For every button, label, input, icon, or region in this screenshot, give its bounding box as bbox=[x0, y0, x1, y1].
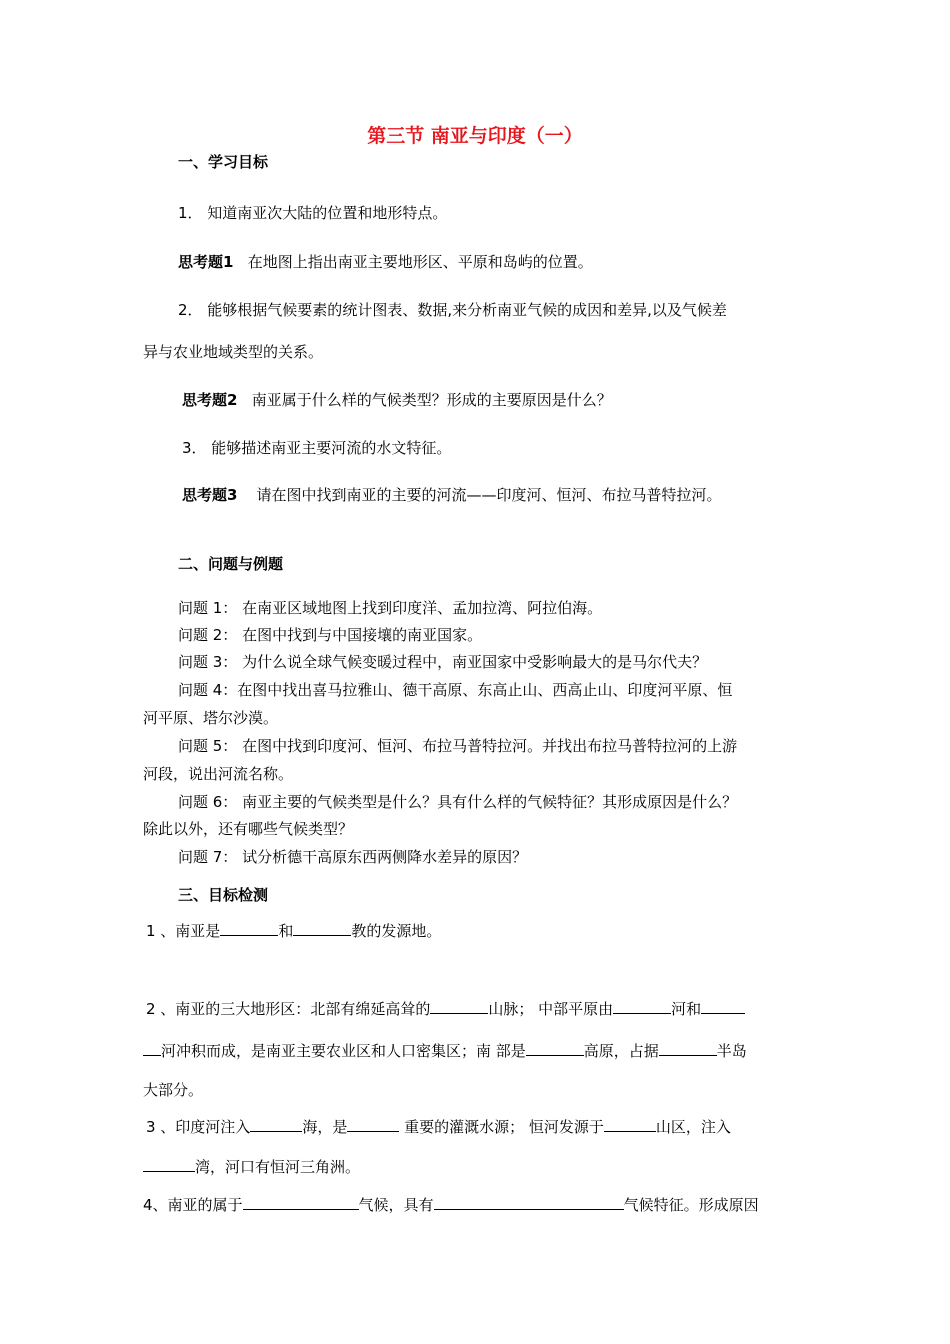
answer-blank[interactable] bbox=[659, 1041, 717, 1056]
question-4-line-2: 河平原、塔尔沙漠。 bbox=[143, 709, 279, 727]
check-item-2-line-1: 2 、南亚的三大地形区：北部有绵延高耸的 山脉； 中部平原由 河和 bbox=[146, 999, 745, 1019]
answer-blank[interactable] bbox=[143, 1041, 161, 1056]
answer-blank[interactable] bbox=[220, 921, 278, 936]
think-question-text: 在地图上指出南亚主要地形区、平原和岛屿的位置。 bbox=[247, 253, 593, 271]
question-5-line-1: 问题 5： 在图中找到印度河、恒河、布拉马普特拉河。并找出布拉马普特拉河的上游 bbox=[178, 737, 738, 755]
think-question-label: 思考题1 bbox=[178, 253, 234, 271]
question-6-line-2: 除此以外，还有哪些气候类型？ bbox=[143, 820, 354, 838]
question-6-line-1: 问题 6： 南亚主要的气候类型是什么？具有什么样的气候特征？其形成原因是什么？ bbox=[178, 793, 738, 811]
answer-blank[interactable] bbox=[604, 1117, 656, 1132]
check-item-1: 1 、南亚是 和 教的发源地。 bbox=[146, 922, 442, 940]
answer-blank[interactable] bbox=[243, 1195, 359, 1210]
think-question-label: 思考题3 bbox=[182, 486, 238, 504]
answer-blank[interactable] bbox=[143, 1157, 195, 1172]
think-question-3 bbox=[182, 485, 722, 505]
think-question-text: 南亚属于什么样的气候类型？形成的主要原因是什么？ bbox=[251, 391, 612, 409]
question-2: 问题 2： 在图中找到与中国接壤的南亚国家。 bbox=[178, 626, 483, 644]
think-question-text: 请在图中找到南亚的主要的河流——印度河、恒河、布拉马普特拉河。 bbox=[256, 486, 722, 504]
answer-blank[interactable] bbox=[250, 1117, 302, 1132]
check-item-3-line-1: 3 、印度河注入 海，是 重要的灌溉水源； 恒河发源于 山区，注入 bbox=[146, 1118, 731, 1136]
section-heading-check: 三、目标检测 bbox=[178, 886, 269, 904]
check-item-2-line-2: 河冲积而成，是南亚主要农业区和人口密集区；南 部是 高原，占据 半岛 bbox=[143, 1041, 747, 1061]
think-question-1 bbox=[178, 252, 593, 272]
goal-1: 1． 知道南亚次大陆的位置和地形特点。 bbox=[178, 204, 448, 222]
answer-blank[interactable] bbox=[701, 999, 745, 1014]
check-item-2-line-3: 大部分。 bbox=[143, 1081, 204, 1099]
answer-blank[interactable] bbox=[293, 921, 351, 936]
check-item-3-line-2: 湾，河口有恒河三角洲。 bbox=[143, 1157, 360, 1177]
question-5-line-2: 河段，说出河流名称。 bbox=[143, 765, 294, 783]
section-heading-goals: 一、学习目标 bbox=[178, 153, 269, 171]
question-4-line-1: 问题 4：在图中找出喜马拉雅山、德干高原、东高止山、西高止山、印度河平原、恒 bbox=[178, 681, 733, 699]
answer-blank[interactable] bbox=[430, 999, 488, 1014]
answer-blank[interactable] bbox=[613, 999, 671, 1014]
check-item-4: 4、南亚的属于 气候，具有 气候特征。形成原因 bbox=[143, 1196, 759, 1214]
answer-blank[interactable] bbox=[347, 1117, 399, 1132]
question-1: 问题 1： 在南亚区域地图上找到印度洋、孟加拉湾、阿拉伯海。 bbox=[178, 599, 603, 617]
section-heading-questions: 二、问题与例题 bbox=[178, 555, 284, 573]
page-title: 第三节 南亚与印度（一） bbox=[367, 125, 583, 147]
question-7: 问题 7： 试分析德干高原东西两侧降水差异的原因？ bbox=[178, 848, 528, 866]
answer-blank[interactable] bbox=[526, 1041, 584, 1056]
think-question-2 bbox=[182, 390, 612, 410]
goal-2-line-2: 异与农业地域类型的关系。 bbox=[143, 343, 324, 361]
question-3: 问题 3： 为什么说全球气候变暖过程中，南亚国家中受影响最大的是马尔代夫？ bbox=[178, 653, 708, 671]
goal-3: 3． 能够描述南亚主要河流的水文特征。 bbox=[182, 439, 452, 457]
goal-2-line-1: 2． 能够根据气候要素的统计图表、数据,来分析南亚气候的成因和差异,以及气候差 bbox=[178, 301, 727, 319]
think-question-label: 思考题2 bbox=[182, 391, 238, 409]
answer-blank[interactable] bbox=[434, 1195, 624, 1210]
